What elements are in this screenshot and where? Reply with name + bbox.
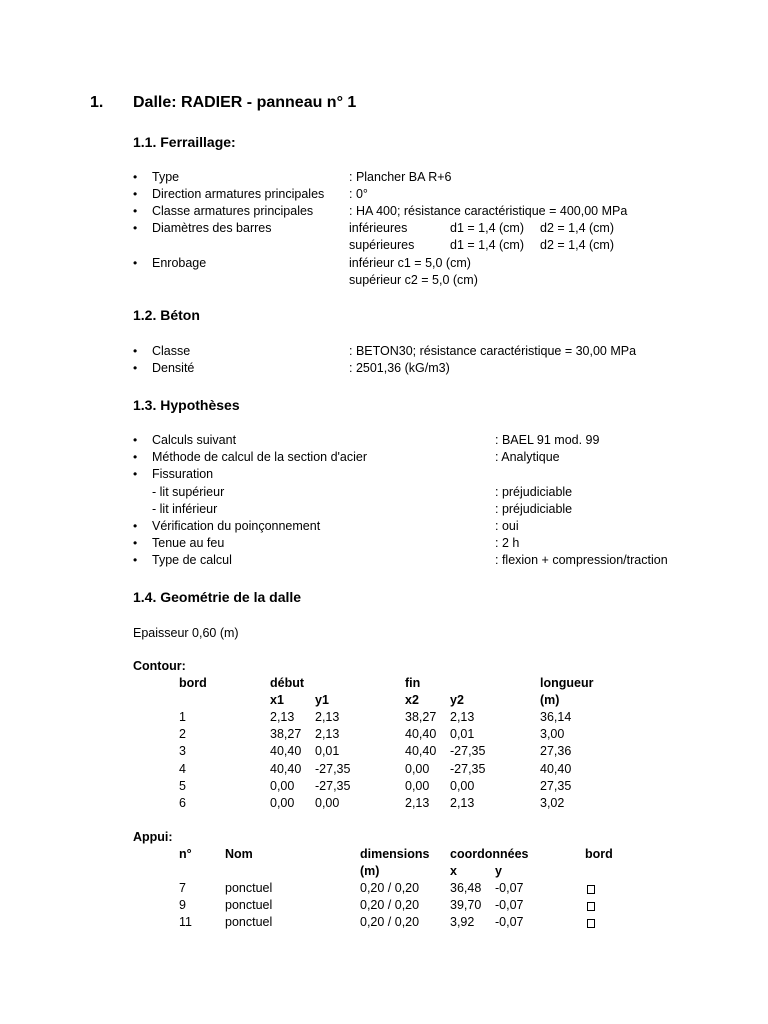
methode-label: Méthode de calcul de la section d'acier [152,450,368,464]
contour-cell-longueur: 36,14 [540,710,572,724]
densite-value: : 2501,36 (kG/m3) [349,361,450,375]
contour-cell-x2: 0,00 [405,779,430,793]
bullet-icon: • [133,536,138,550]
contour-header-unit: (m) [540,693,560,707]
contour-title: Contour: [133,659,186,673]
fissuration-label: Fissuration [152,467,214,481]
contour-cell-x1: 38,27 [270,727,302,741]
contour-cell-y2: 0,00 [450,779,475,793]
appui-header-nom: Nom [225,847,253,861]
tenue-feu-value: : 2 h [495,536,520,550]
contour-cell-x2: 40,40 [405,727,437,741]
poinconnement-label: Vérification du poinçonnement [152,519,321,533]
contour-cell-y1: -27,35 [315,762,351,776]
contour-cell-y1: -27,35 [315,779,351,793]
contour-header-y2: y2 [450,693,464,707]
contour-cell-x2: 0,00 [405,762,430,776]
classe-beton-label: Classe [152,344,191,358]
contour-cell-bord: 1 [179,710,186,724]
appui-header-y: y [495,864,502,878]
contour-cell-x1: 0,00 [270,779,295,793]
appui-header-bord: bord [585,847,613,861]
superieures-d1: d1 = 1,4 (cm) [450,238,524,252]
type-label: Type [152,170,180,184]
appui-header-unit: (m) [360,864,380,878]
contour-cell-y2: 2,13 [450,796,475,810]
contour-cell-longueur: 3,02 [540,796,565,810]
contour-cell-bord: 3 [179,744,186,758]
contour-header-longueur: longueur [540,676,594,690]
contour-cell-y1: 2,13 [315,727,340,741]
calculs-value: : BAEL 91 mod. 99 [495,433,600,447]
direction-value: : 0° [349,187,368,201]
bullet-icon: • [133,221,138,235]
contour-cell-bord: 2 [179,727,186,741]
bullet-icon: • [133,256,138,270]
classe-armatures-label: Classe armatures principales [152,204,314,218]
contour-cell-longueur: 3,00 [540,727,565,741]
enrobage-superieur: supérieur c2 = 5,0 (cm) [349,273,478,287]
lit-inferieur-value: : préjudiciable [495,502,573,516]
enrobage-inferieur: inférieur c1 = 5,0 (cm) [349,256,471,270]
contour-cell-y2: -27,35 [450,762,486,776]
appui-header-x: x [450,864,457,878]
appui-cell-nom: ponctuel [225,881,273,895]
contour-cell-y2: -27,35 [450,744,486,758]
page-title: Dalle: RADIER - panneau n° 1 [133,94,357,111]
contour-cell-bord: 6 [179,796,186,810]
contour-cell-x1: 0,00 [270,796,295,810]
appui-cell-nom: ponctuel [225,898,273,912]
contour-cell-longueur: 27,36 [540,744,572,758]
appui-cell-y: -0,07 [495,915,524,929]
contour-header-debut: début [270,676,305,690]
contour-header-x1: x1 [270,693,284,707]
appui-cell-nom: ponctuel [225,915,273,929]
bullet-icon: • [133,170,138,184]
contour-header-bord: bord [179,676,207,690]
checkbox-icon [587,883,595,897]
contour-cell-longueur: 27,35 [540,779,572,793]
bullet-icon: • [133,519,138,533]
poinconnement-value: : oui [495,519,519,533]
bullet-icon: • [133,187,138,201]
contour-header-x2: x2 [405,693,419,707]
inferieures-label: inférieures [349,221,408,235]
appui-cell-n: 9 [179,898,186,912]
bullet-icon: • [133,344,138,358]
appui-cell-dimensions: 0,20 / 0,20 [360,881,420,895]
appui-header-n: n° [179,847,192,861]
contour-cell-y1: 0,00 [315,796,340,810]
contour-cell-bord: 5 [179,779,186,793]
appui-cell-x: 36,48 [450,881,482,895]
contour-cell-x2: 38,27 [405,710,437,724]
appui-cell-dimensions: 0,20 / 0,20 [360,898,420,912]
appui-cell-n: 7 [179,881,186,895]
appui-header-coordonnees: coordonnées [450,847,529,861]
contour-header-y1: y1 [315,693,329,707]
appui-cell-x: 39,70 [450,898,482,912]
appui-title: Appui: [133,830,173,844]
section-title-hypotheses: 1.3. Hypothèses [133,397,240,413]
classe-beton-value: : BETON30; résistance caractéristique = 30,00 MPa [349,344,637,358]
appui-cell-dimensions: 0,20 / 0,20 [360,915,420,929]
bullet-icon: • [133,204,138,218]
type-calcul-label: Type de calcul [152,553,232,567]
checkbox-icon [587,900,595,914]
enrobage-label: Enrobage [152,256,207,270]
appui-cell-n: 11 [179,915,192,929]
contour-cell-x1: 40,40 [270,744,302,758]
inferieures-d2: d2 = 1,4 (cm) [540,221,614,235]
superieures-label: supérieures [349,238,415,252]
calculs-label: Calculs suivant [152,433,237,447]
epaisseur-text: Epaisseur 0,60 (m) [133,626,239,640]
contour-cell-y1: 0,01 [315,744,340,758]
lit-inferieur-label: - lit inférieur [152,502,218,516]
section-title-beton: 1.2. Béton [133,307,200,323]
contour-cell-y1: 2,13 [315,710,340,724]
classe-armatures-value: : HA 400; résistance caractéristique = 400,00 MPa [349,204,628,218]
contour-cell-y2: 0,01 [450,727,475,741]
contour-cell-y2: 2,13 [450,710,475,724]
bullet-icon: • [133,361,138,375]
contour-cell-x2: 40,40 [405,744,437,758]
appui-cell-y: -0,07 [495,881,524,895]
lit-superieur-value: : préjudiciable [495,485,573,499]
contour-header-fin: fin [405,676,421,690]
contour-cell-x1: 40,40 [270,762,302,776]
tenue-feu-label: Tenue au feu [152,536,225,550]
methode-value: : Analytique [495,450,560,464]
contour-cell-longueur: 40,40 [540,762,572,776]
checkbox-icon [587,917,595,931]
type-calcul-value: : flexion + compression/traction [495,553,668,567]
direction-label: Direction armatures principales [152,187,325,201]
type-value: : Plancher BA R+6 [349,170,452,184]
densite-label: Densité [152,361,195,375]
bullet-icon: • [133,467,138,481]
diametres-label: Diamètres des barres [152,221,272,235]
superieures-d2: d2 = 1,4 (cm) [540,238,614,252]
section-title-ferraillage: 1.1. Ferraillage: [133,134,236,150]
contour-cell-x2: 2,13 [405,796,430,810]
bullet-icon: • [133,553,138,567]
appui-cell-x: 3,92 [450,915,475,929]
bullet-icon: • [133,450,138,464]
section-number: 1. [90,94,104,111]
section-title-geometrie: 1.4. Geométrie de la dalle [133,589,302,605]
appui-header-dimensions: dimensions [360,847,430,861]
inferieures-d1: d1 = 1,4 (cm) [450,221,524,235]
appui-cell-y: -0,07 [495,898,524,912]
contour-cell-bord: 4 [179,762,186,776]
bullet-icon: • [133,433,138,447]
contour-cell-x1: 2,13 [270,710,295,724]
lit-superieur-label: - lit supérieur [152,485,225,499]
